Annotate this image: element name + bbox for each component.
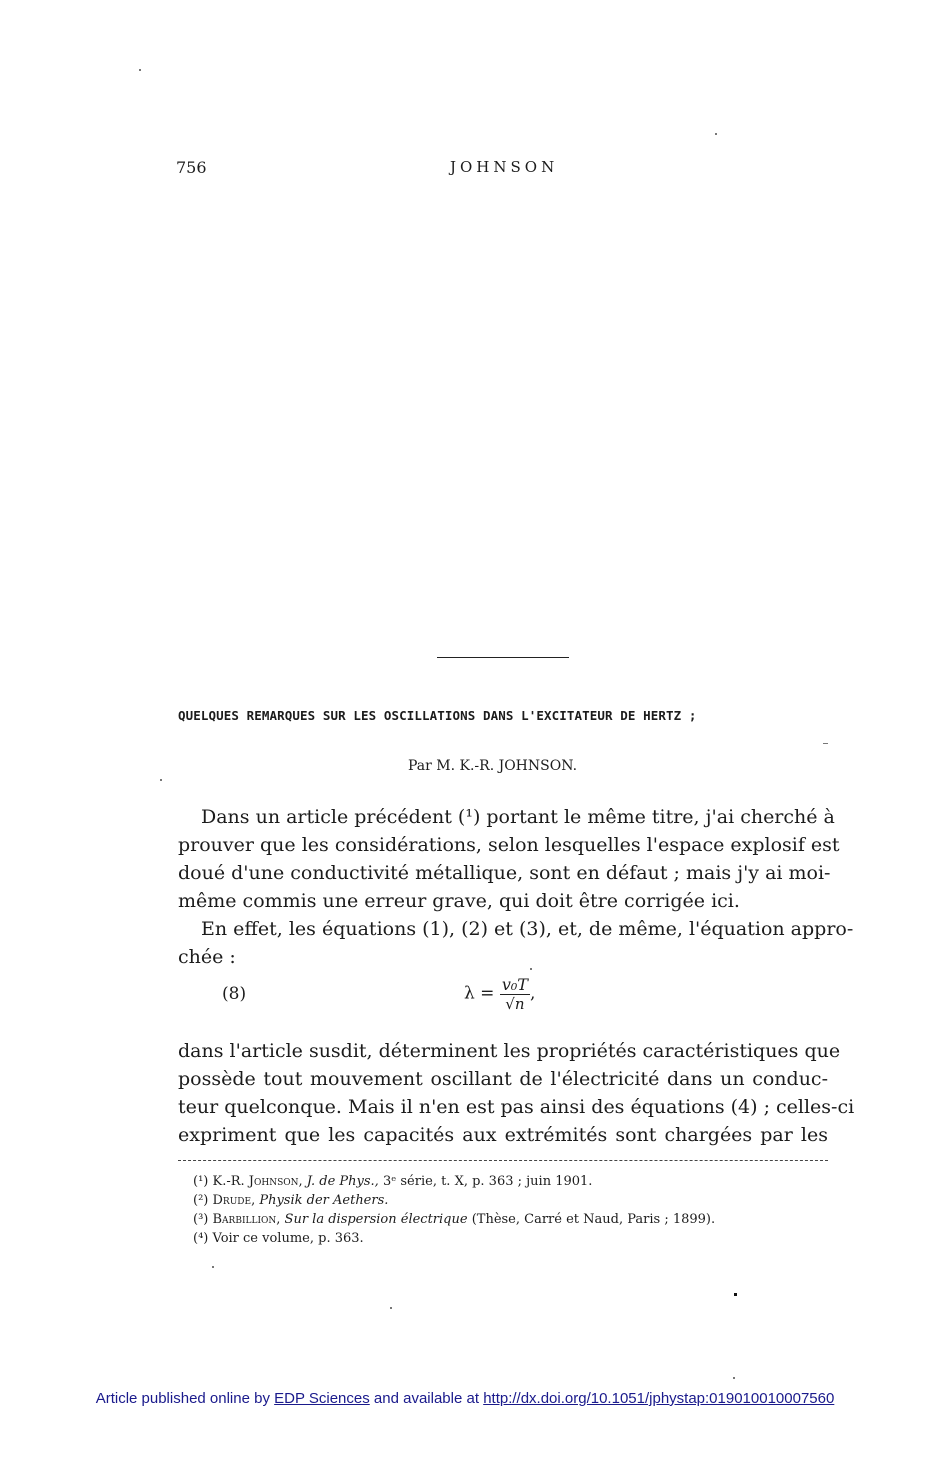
paragraph-3 xyxy=(178,1037,855,1149)
text-line: expriment que les capacités aux extrémités sont chargées par les xyxy=(178,1124,828,1146)
paragraph-2 xyxy=(178,915,854,971)
scan-speck xyxy=(390,1307,392,1309)
equation-lhs: λ = xyxy=(464,983,495,1004)
footnote xyxy=(193,1210,833,1229)
footnote-reference: Physik der Aethers. xyxy=(259,1193,389,1208)
footnote xyxy=(193,1229,833,1248)
equation-fraction xyxy=(500,975,530,1013)
running-head: JOHNSON xyxy=(450,158,559,176)
footnote-author: K.-R. Johnson, xyxy=(212,1174,303,1189)
publisher-link[interactable]: EDP Sciences xyxy=(274,1390,370,1407)
text-line: possède tout mouvement oscillant de l'électricité dans un conduc- xyxy=(178,1068,828,1090)
footnote-reference: J. de Phys., xyxy=(306,1174,379,1189)
equation-denominator: √n xyxy=(505,995,525,1013)
footer-prefix: Article published online by xyxy=(95,1390,270,1407)
footnote-text: (Thèse, Carré et Naud, Paris ; 1899). xyxy=(471,1212,716,1227)
paragraph-1 xyxy=(178,803,840,915)
text-line: doué d'une conductivité métallique, sont en défaut ; mais j'y ai moi- xyxy=(178,862,831,884)
text-line: prouver que les considérations, selon lesquelles l'espace explosif est xyxy=(178,834,840,856)
text-line: même commis une erreur grave, qui doit être corrigée ici. xyxy=(178,890,740,912)
equation-numerator: v₀T xyxy=(501,975,528,994)
footnote-author: Barbillion, xyxy=(212,1212,281,1227)
footnotes xyxy=(193,1172,833,1248)
text-line: En effet, les équations (1), (2) et (3), et, de même, l'équation appro- xyxy=(201,918,854,940)
scan-speck xyxy=(733,1377,735,1379)
footnote-mark: (²) xyxy=(193,1193,209,1208)
footnote-text: Voir ce volume, p. 363. xyxy=(212,1231,364,1246)
scan-speck xyxy=(715,133,717,135)
doi-link[interactable]: http://dx.doi.org/10.1051/jphystap:019010010007560 xyxy=(483,1390,835,1407)
text-line: chée : xyxy=(178,946,236,968)
equation-number: (8) xyxy=(222,984,247,1004)
page-number: 756 xyxy=(176,158,207,177)
publication-footer xyxy=(0,1390,930,1407)
footnote-mark: (³) xyxy=(193,1212,209,1227)
equation-trail: , xyxy=(529,983,536,1004)
article-author: Par M. K.-R. JOHNSON. xyxy=(408,758,578,774)
scan-speck xyxy=(823,743,828,744)
scan-speck xyxy=(160,779,162,781)
scan-speck xyxy=(734,1293,737,1296)
footnote-text: 3ᵉ série, t. X, p. 363 ; juin 1901. xyxy=(382,1174,593,1189)
scan-speck xyxy=(139,69,141,71)
footnote-author: Drude, xyxy=(212,1193,256,1208)
footnote-reference: Sur la dispersion électrique xyxy=(284,1212,468,1227)
footnote xyxy=(193,1191,833,1210)
scan-speck xyxy=(212,1266,214,1268)
footnote-mark: (⁴) xyxy=(193,1231,209,1246)
footnote-rule xyxy=(178,1160,828,1161)
text-line: Dans un article précédent (¹) portant le même titre, j'ai cherché à xyxy=(201,806,835,828)
footnote-mark: (¹) xyxy=(193,1174,209,1189)
footnote xyxy=(193,1172,833,1191)
article-title: QUELQUES REMARQUES SUR LES OSCILLATIONS DANS L'EXCITATEUR DE HERTZ ; xyxy=(178,708,697,723)
text-line: dans l'article susdit, déterminent les propriétés caractéristiques que xyxy=(178,1040,841,1062)
equation xyxy=(464,975,535,1013)
text-line: teur quelconque. Mais il n'en est pas ainsi des équations (4) ; celles-ci xyxy=(178,1096,855,1118)
footer-middle: and available at xyxy=(373,1390,480,1407)
section-separator xyxy=(437,657,569,658)
